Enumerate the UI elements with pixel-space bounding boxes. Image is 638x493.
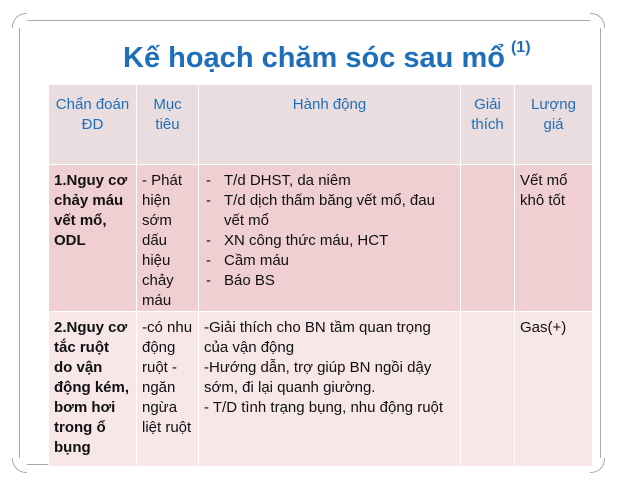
row1-explain	[461, 165, 515, 312]
row1-action-item: - XN công thức máu, HCT	[204, 231, 455, 251]
table-row	[49, 165, 593, 312]
row2-action-item: -Hướng dẫn, trợ giúp BN ngồi dậy sớm, đi lại quanh giường.	[204, 359, 432, 396]
row2-action-item: - T/D tình trạng bụng, nhu động ruột	[204, 399, 444, 416]
row1-goal: - Phát hiện sớm dấu hiệu chảy máu	[137, 165, 199, 312]
header-actions: Hành động	[199, 85, 461, 165]
frame-corner-top-right	[590, 13, 605, 28]
row1-diagnosis: 1.Nguy cơ chảy máu vết mổ, ODL	[49, 165, 137, 312]
table-header-row	[49, 85, 593, 165]
row1-action-item: - T/d dịch thấm băng vết mổ, đau vết mổ	[204, 191, 455, 231]
header-diagnosis: Chẩn đoán ĐD	[49, 85, 137, 165]
row2-diagnosis: 2.Nguy cơ tắc ruột do vận động kém, bơm hơi trong ổ bụng	[49, 312, 137, 467]
slide-title-text: Kế hoạch chăm sóc sau mổ	[123, 42, 505, 74]
slide-title-note: (1)	[510, 39, 531, 57]
row1-action-item: - Báo BS	[204, 271, 455, 291]
slide-title	[123, 39, 531, 75]
care-plan-table	[48, 84, 593, 467]
table-row	[49, 312, 593, 467]
frame-corner-top-left	[12, 13, 27, 28]
row2-actions	[199, 312, 461, 467]
row2-action-item: -Giải thích cho BN tầm quan trọng của vận động	[204, 319, 431, 356]
header-goal: Mục tiêu	[137, 85, 199, 165]
row2-explain	[461, 312, 515, 467]
row1-evaluate: Vết mổ khô tốt	[515, 165, 593, 312]
row1-action-item: - T/d DHST, da niêm	[204, 171, 455, 191]
row1-action-item: - Cầm máu	[204, 251, 455, 271]
row1-actions	[199, 165, 461, 312]
header-evaluate: Lượng giá	[515, 85, 593, 165]
frame-corner-bottom-left	[12, 458, 27, 473]
header-explain: Giải thích	[461, 85, 515, 165]
row2-goal: -có nhu động ruột - ngăn ngừa liệt ruột	[137, 312, 199, 467]
row2-evaluate: Gas(+)	[515, 312, 593, 467]
